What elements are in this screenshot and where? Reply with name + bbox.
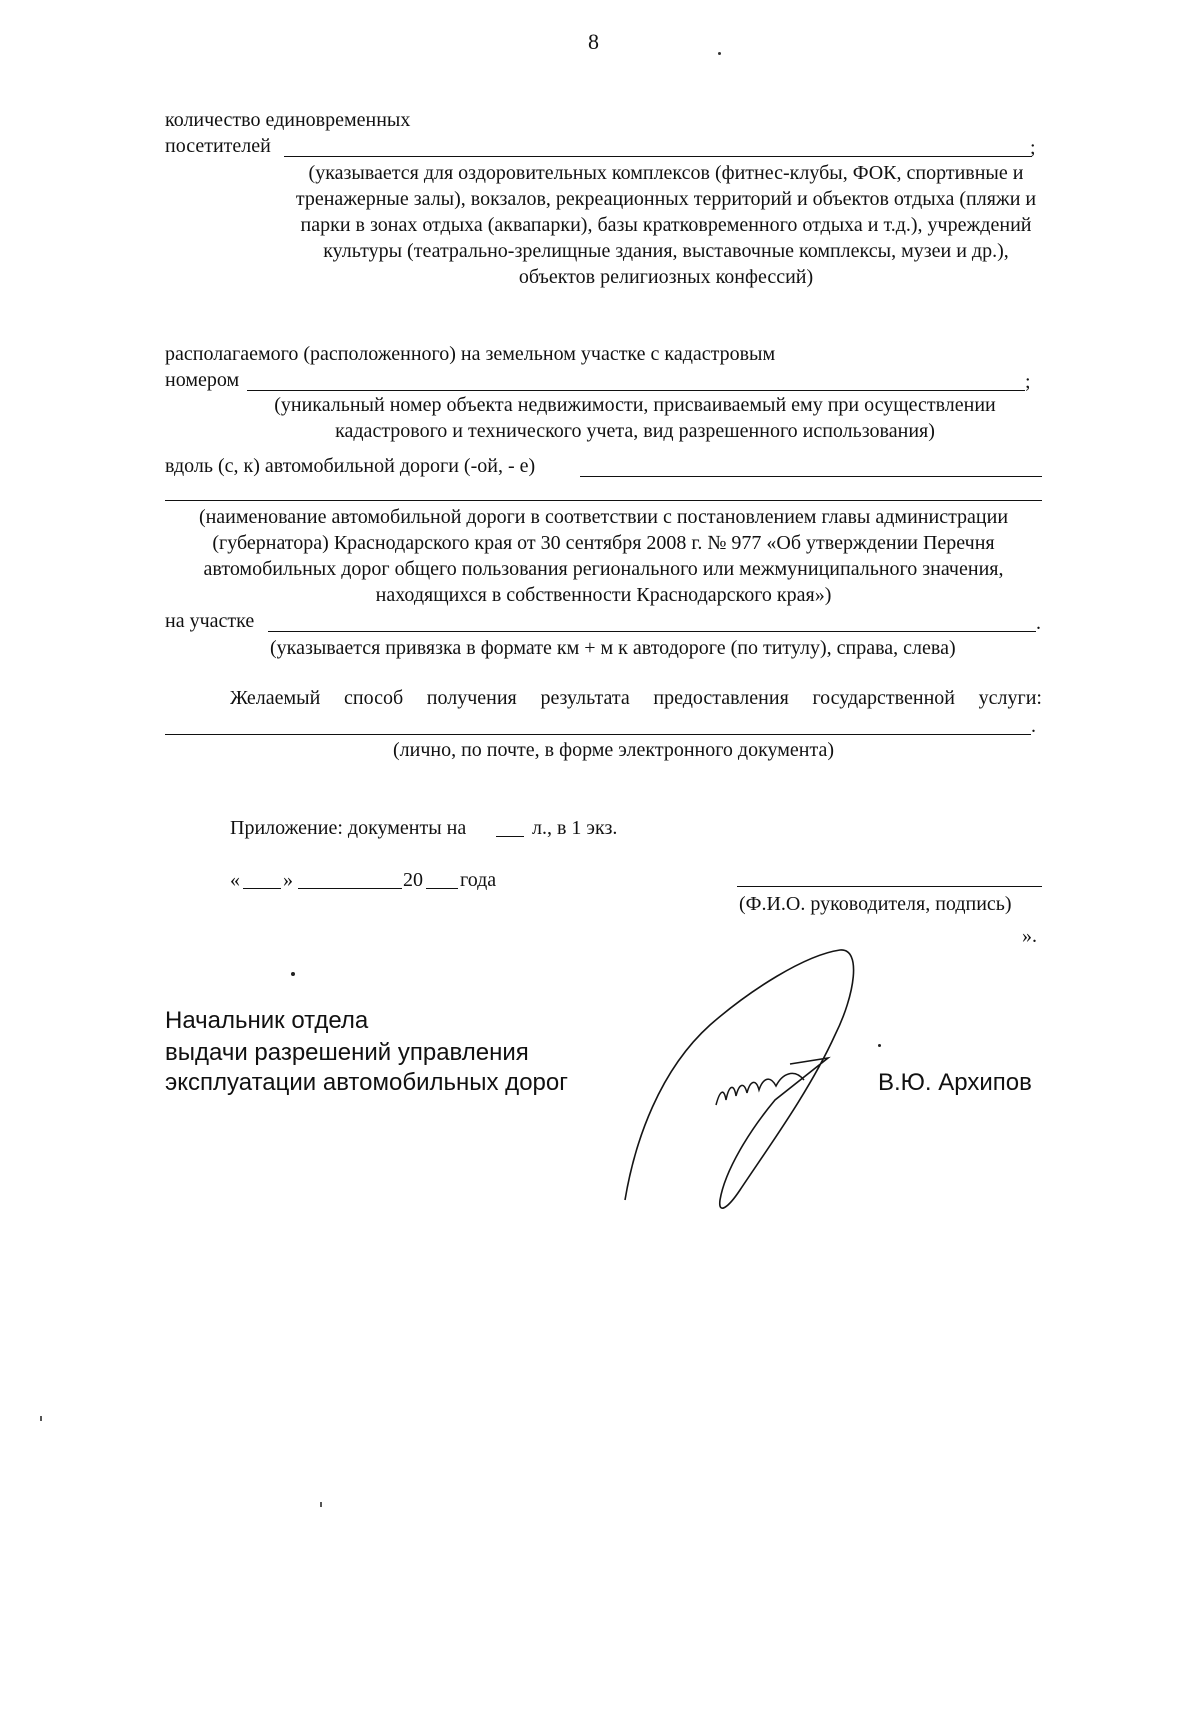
road-label: вдоль (с, к) автомобильной дороги (-ой, - е) bbox=[165, 455, 536, 477]
attachment-text-after: л., в 1 экз. bbox=[532, 817, 618, 839]
visitors-label-line2: посетителей bbox=[165, 135, 271, 157]
delivery-sentence bbox=[230, 684, 1042, 712]
delivery-terminator: . bbox=[1031, 715, 1036, 737]
section-note: (указывается привязка в формате км + м к автодороге (по титулу), справа, слева) bbox=[270, 637, 956, 659]
scan-speck bbox=[320, 1502, 322, 1507]
signature-caption: (Ф.И.О. руководителя, подпись) bbox=[739, 893, 1012, 915]
cadastral-terminator: ; bbox=[1025, 371, 1031, 393]
date-year-suffix: года bbox=[460, 869, 497, 891]
position-line2: выдачи разрешений управления bbox=[165, 1039, 529, 1066]
delivery-note: (лично, по почте, в форме электронного документа) bbox=[393, 739, 835, 761]
visitors-terminator: ; bbox=[1030, 137, 1036, 159]
visitors-label-line1: количество единовременных bbox=[165, 109, 411, 131]
delivery-word: предоставления bbox=[653, 687, 789, 709]
delivery-input-line[interactable] bbox=[165, 734, 1031, 735]
cadastral-note: (уникальный номер объекта недвижимости, присваиваемый ему при осуществлении кадастрового и технического учета, вид разрешенного использования) bbox=[274, 394, 996, 442]
page-number: 8 bbox=[588, 29, 599, 54]
date-month-field[interactable] bbox=[298, 888, 402, 889]
scan-speck bbox=[291, 972, 295, 976]
date-open-quote: « bbox=[230, 869, 240, 891]
attachment-pages-field[interactable] bbox=[496, 836, 524, 837]
delivery-word: получения bbox=[426, 687, 517, 709]
road-input-line[interactable] bbox=[580, 476, 1042, 477]
road-note: (наименование автомобильной дороги в соответствии с постановлением главы администрации (губернатора) Краснодарского края от 30 сентября 2008 г. № 977 «Об утверждении Перечня автомобильных дорог общего пользования регионального или межмуниципального значения, находящихся в собственности Краснодарского края») bbox=[198, 506, 1009, 606]
cadastral-label-line1: располагаемого (расположенного) на земельном участке с кадастровым bbox=[165, 343, 776, 365]
position-line3: эксплуатации автомобильных дорог bbox=[165, 1069, 568, 1096]
section-terminator: . bbox=[1036, 612, 1041, 634]
delivery-word: Желаемый bbox=[230, 687, 321, 709]
section-input-line[interactable] bbox=[268, 631, 1036, 632]
delivery-word: способ bbox=[343, 687, 404, 709]
signatory-name: В.Ю. Архипов bbox=[878, 1069, 1032, 1096]
signature-line[interactable] bbox=[737, 886, 1042, 887]
cadastral-label-line2: номером bbox=[165, 369, 240, 391]
position-line1: Начальник отдела bbox=[165, 1007, 369, 1034]
delivery-word: государственной bbox=[812, 687, 955, 709]
attachment-text-before: Приложение: документы на bbox=[230, 817, 467, 839]
delivery-word: услуги: bbox=[978, 687, 1042, 709]
section-label: на участке bbox=[165, 610, 255, 632]
scan-speck bbox=[718, 52, 721, 55]
road-input-line-2[interactable] bbox=[165, 500, 1042, 501]
date-close-quote: » bbox=[283, 869, 293, 891]
visitors-input-line[interactable] bbox=[284, 156, 1032, 157]
delivery-word: результата bbox=[540, 687, 630, 709]
visitors-note: (указывается для оздоровительных комплексов (фитнес-клубы, ФОК, спортивные и тренажерные залы), вокзалов, рекреационных территорий и объектов отдыха (пляжи и парки в зонах отдыха (аквапарки), базы кратковременного отдыха и т.д.), учреждений культуры (театрально-зрелищные здания, выставочные комплексы, музеи и др.), объектов религиозных конфессий) bbox=[295, 162, 1037, 288]
cadastral-input-line[interactable] bbox=[247, 390, 1025, 391]
date-year-prefix: 20 bbox=[403, 869, 423, 891]
scan-speck bbox=[40, 1416, 42, 1421]
handwritten-signature bbox=[600, 940, 880, 1230]
date-day-field[interactable] bbox=[243, 888, 281, 889]
date-year-field[interactable] bbox=[426, 888, 458, 889]
closing-quote: ». bbox=[1022, 925, 1037, 947]
